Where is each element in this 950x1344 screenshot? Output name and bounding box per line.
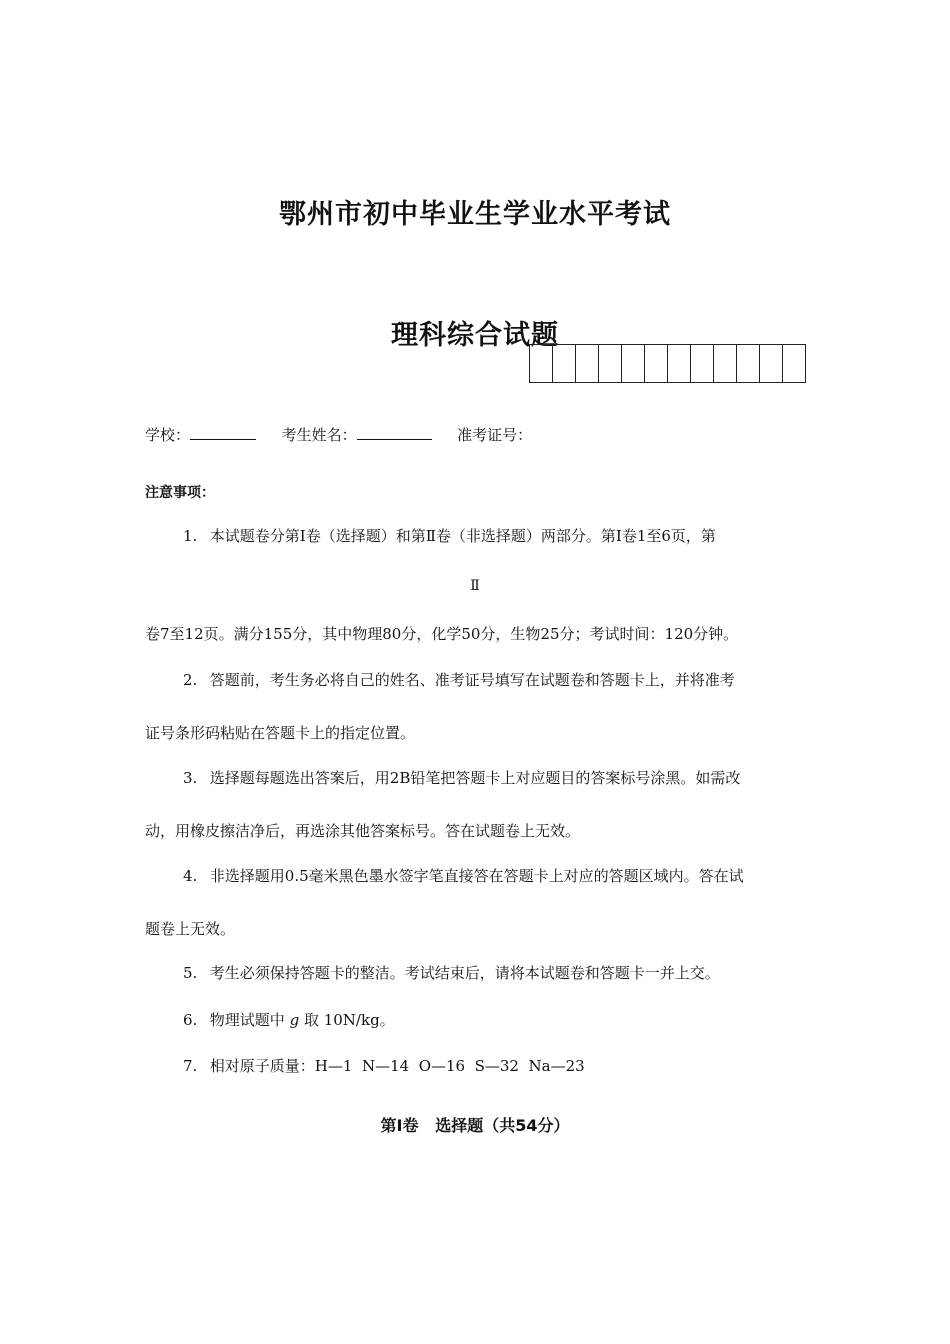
digit-box[interactable] [530, 345, 553, 382]
gravity-symbol: g [289, 1011, 300, 1029]
item-number: 2. [183, 671, 198, 689]
item-text: 相对原子质量：H—1 N—14 O—16 S—32 Na—23 [209, 1057, 585, 1075]
notice-item-7 [183, 1055, 585, 1076]
digit-box[interactable] [599, 345, 622, 382]
item-text: 本试题卷分第Ⅰ卷（选择题）和第Ⅱ卷（非选择题）两部分。第Ⅰ卷1至6页，第 [209, 527, 716, 545]
candidate-info-row [145, 424, 532, 445]
digit-box[interactable] [691, 345, 714, 382]
digit-box[interactable] [553, 345, 576, 382]
item-text: 答题前，考生务必将自己的姓名、准考证号填写在试题卷和答题卡上，并将准考 [209, 671, 735, 689]
notice-heading: 注意事项： [145, 485, 215, 501]
notice-item-2-cont: 证号条形码粘贴在答题卡上的指定位置。 [145, 724, 416, 742]
item-number: 1. [183, 527, 198, 545]
notice-item-5 [183, 962, 720, 983]
name-label: 考生姓名： [281, 426, 357, 444]
notice-item-3 [183, 767, 740, 788]
digit-box[interactable] [622, 345, 645, 382]
digit-box[interactable] [645, 345, 668, 382]
digit-box[interactable] [783, 345, 806, 382]
notice-item-4-cont: 题卷上无效。 [145, 920, 236, 938]
item-text: 物理试题中 [209, 1011, 290, 1029]
notice-item-1 [183, 525, 716, 546]
exam-subtitle: 理科综合试题 [391, 320, 559, 351]
digit-box[interactable] [760, 345, 783, 382]
item-number: 3. [183, 769, 198, 787]
item-number: 5. [183, 964, 198, 982]
school-label: 学校： [145, 426, 191, 444]
item-text: 选择题每题选出答案后，用2B铅笔把答题卡上对应题目的答案标号涂黑。如需改 [209, 769, 741, 787]
section-title: 第Ⅰ卷 选择题（共54分） [380, 1116, 570, 1135]
notice-item-3-cont: 动，用橡皮擦洁净后，再选涂其他答案标号。答在试题卷上无效。 [145, 822, 581, 840]
notice-item-1-wrap: Ⅱ [470, 578, 480, 594]
exam-number-boxes[interactable] [529, 344, 806, 383]
item-text: 取 10N/kg。 [299, 1011, 395, 1029]
item-number: 6. [183, 1011, 198, 1029]
digit-box[interactable] [714, 345, 737, 382]
notice-item-4 [183, 865, 744, 886]
digit-box[interactable] [737, 345, 760, 382]
name-blank[interactable] [357, 427, 432, 440]
item-text: 考生必须保持答题卡的整洁。考试结束后，请将本试题卷和答题卡一并上交。 [209, 964, 720, 982]
exam-title: 鄂州市初中毕业生学业水平考试 [279, 199, 671, 230]
school-blank[interactable] [190, 427, 256, 440]
digit-box[interactable] [576, 345, 599, 382]
item-number: 4. [183, 867, 198, 885]
notice-item-2 [183, 669, 735, 690]
item-number: 7. [183, 1057, 198, 1075]
notice-item-6 [183, 1009, 395, 1030]
item-text: 非选择题用0.5毫米黑色墨水签字笔直接答在答题卡上对应的答题区域内。答在试 [209, 867, 744, 885]
notice-item-1-cont: 卷7至12页。满分155分，其中物理80分，化学50分，生物25分；考试时间：120分钟。 [145, 625, 739, 643]
digit-box[interactable] [668, 345, 691, 382]
exam-no-label: 准考证号： [457, 426, 533, 444]
